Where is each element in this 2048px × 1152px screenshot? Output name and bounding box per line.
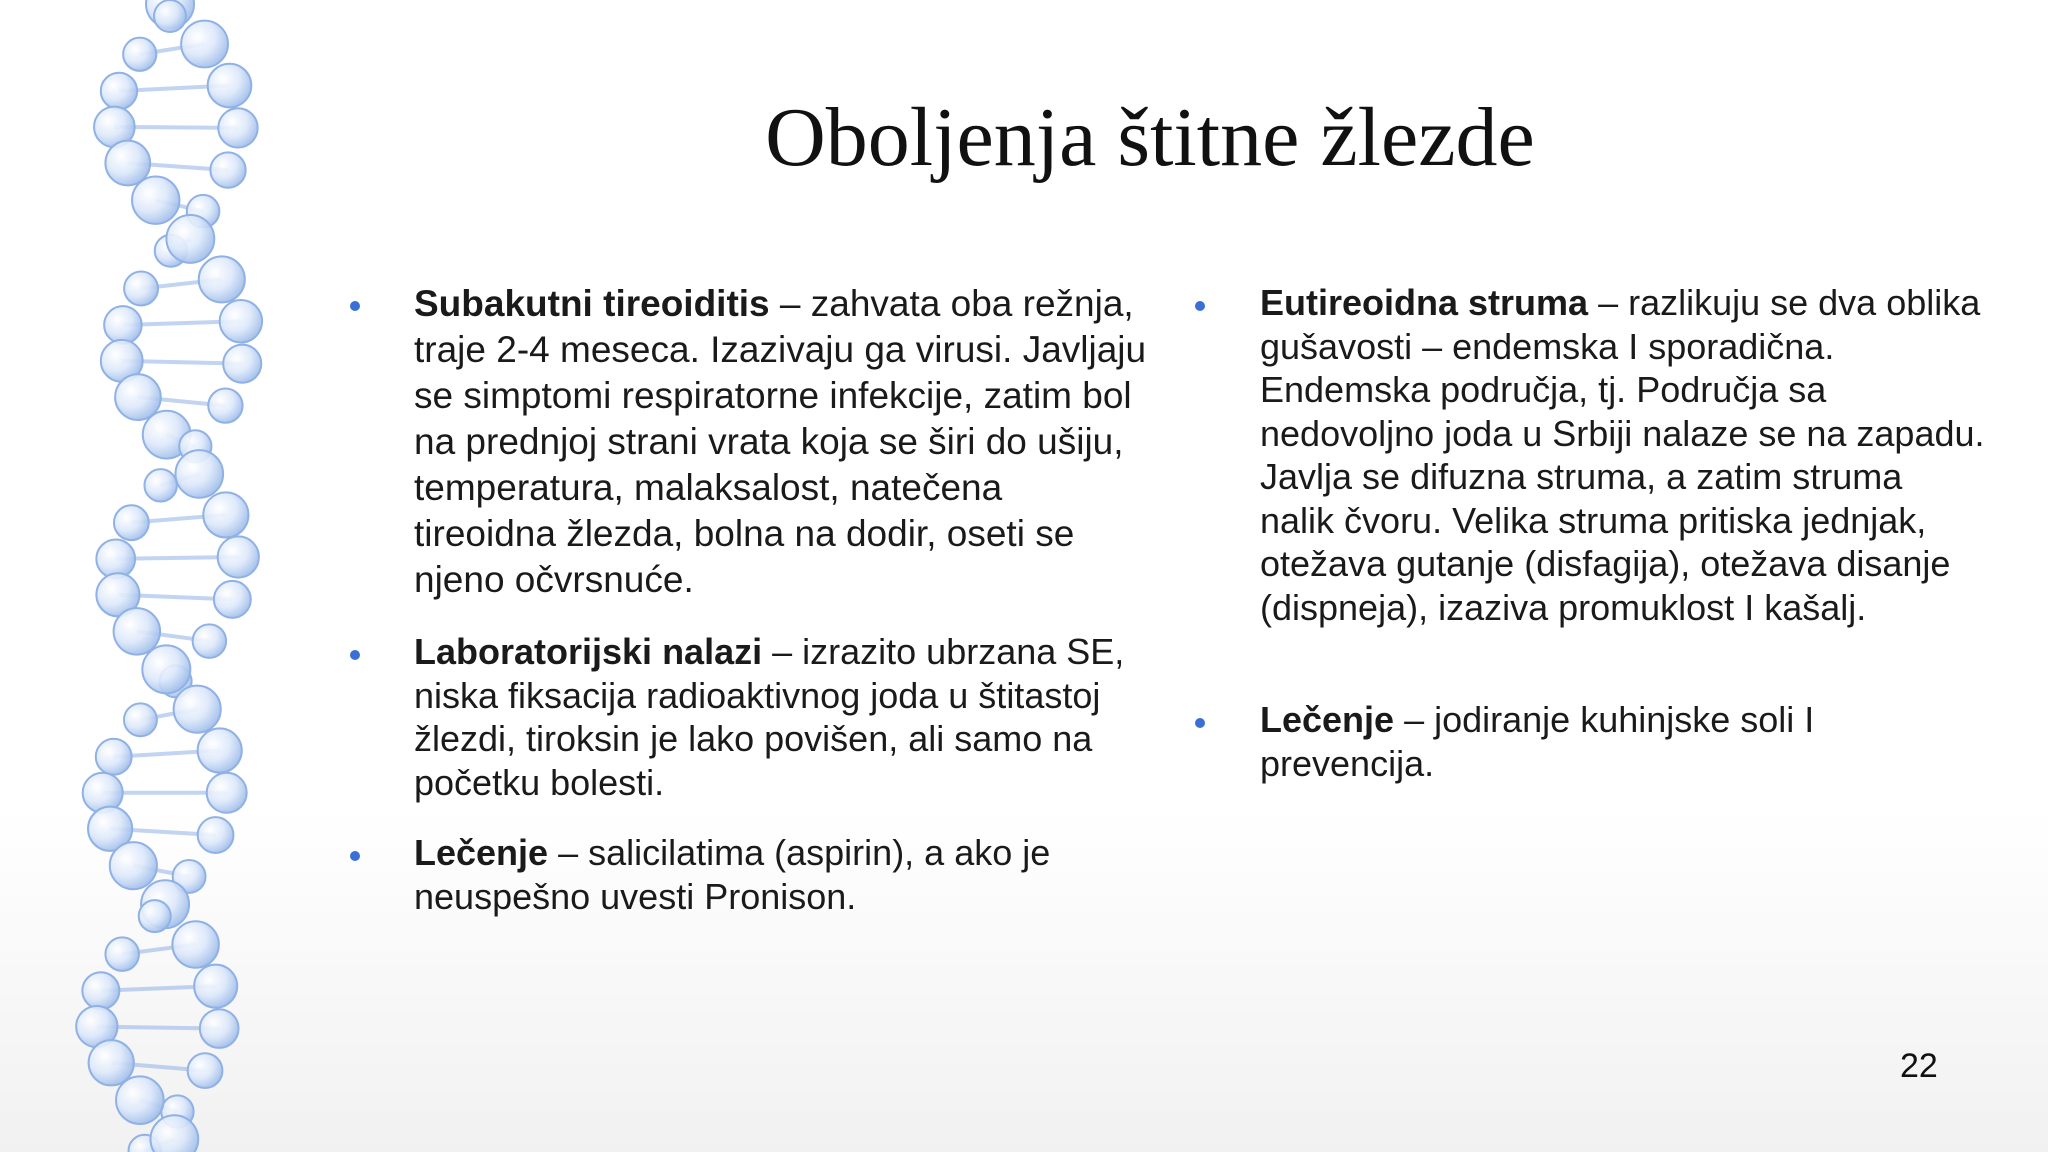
dna-sphere bbox=[139, 900, 171, 932]
bullet-body: – zahvata oba režnja, traje 2-4 meseca. Izazivaju ga virusi. Javljaju se simptomi respiratorne infekcije, zatim bol na prednjoj strani vrata koja se širi do ušiju, temperatura, malaksalost, natečena tireoidna žlezda, bolna na dodir, oseti se njeno očvrsnuće. bbox=[414, 283, 1147, 600]
bullet-laboratorijski-nalazi bbox=[350, 630, 1150, 804]
dna-sphere bbox=[172, 921, 218, 967]
dna-sphere bbox=[210, 152, 245, 187]
bullet-term: Lečenje bbox=[414, 832, 549, 873]
dna-sphere bbox=[174, 686, 221, 733]
bullet-body: – salicilatima (aspirin), a ako je neuspešno uvesti Pronison. bbox=[414, 832, 1051, 917]
dna-sphere bbox=[144, 469, 176, 501]
dna-sphere bbox=[154, 0, 186, 32]
bullet-text bbox=[414, 281, 1150, 603]
dna-sphere bbox=[110, 842, 157, 889]
bullet-dot-icon bbox=[1195, 301, 1205, 311]
bullet-term: Subakutni tireoiditis bbox=[414, 283, 770, 324]
dna-sphere bbox=[166, 215, 214, 263]
dna-sphere bbox=[208, 64, 252, 108]
bullet-subakutni-tireoiditis bbox=[350, 281, 1150, 603]
dna-sphere bbox=[123, 38, 156, 71]
dna-sphere bbox=[89, 1040, 134, 1085]
bullet-term: Laboratorijski nalazi bbox=[414, 631, 763, 672]
dna-sphere bbox=[188, 1053, 223, 1088]
slide-title: Oboljenja štitne žlezde bbox=[765, 91, 1535, 184]
dna-sphere bbox=[218, 536, 259, 577]
bullet-text bbox=[1260, 698, 1985, 785]
bullet-text bbox=[414, 831, 1150, 918]
dna-sphere bbox=[203, 492, 248, 537]
dna-sphere bbox=[200, 1009, 239, 1048]
dna-sphere bbox=[142, 645, 190, 693]
dna-sphere bbox=[104, 306, 142, 344]
dna-sphere bbox=[115, 374, 161, 420]
dna-sphere bbox=[114, 505, 149, 540]
bullet-text bbox=[414, 630, 1150, 804]
dna-sphere bbox=[194, 965, 237, 1008]
bullet-dot-icon bbox=[350, 650, 360, 660]
dna-sphere bbox=[96, 739, 132, 775]
dna-sphere bbox=[214, 581, 251, 618]
dna-sphere bbox=[101, 73, 137, 109]
bullet-term: Lečenje bbox=[1260, 699, 1395, 740]
bullet-text bbox=[1260, 281, 1985, 629]
dna-sphere bbox=[82, 972, 119, 1009]
dna-sphere bbox=[124, 703, 157, 736]
dna-sphere bbox=[193, 624, 227, 658]
dna-sphere bbox=[198, 728, 242, 772]
dna-sphere bbox=[175, 450, 223, 498]
dna-sphere bbox=[218, 108, 257, 147]
page-number: 22 bbox=[1900, 1047, 1938, 1085]
bullet-body: – jodiranje kuhinjske soli I prevencija. bbox=[1260, 699, 1815, 784]
dna-sphere bbox=[220, 300, 262, 342]
dna-sphere bbox=[116, 1076, 164, 1124]
dna-sphere bbox=[105, 141, 150, 186]
bullet-body: – izrazito ubrzana SE, niska fiksacija radioaktivnog joda u štitastoj žlezdi, tiroksin je lako povišen, ali samo na početku bolesti. bbox=[414, 631, 1125, 803]
dna-sphere bbox=[198, 817, 234, 853]
bullet-dot-icon bbox=[1195, 718, 1205, 728]
dna-helix-image bbox=[0, 0, 330, 1152]
dna-sphere bbox=[132, 176, 179, 223]
dna-sphere bbox=[150, 1115, 198, 1152]
dna-sphere bbox=[223, 345, 261, 383]
dna-sphere bbox=[199, 256, 245, 302]
bullet-body: – razlikuju se dva oblika gušavosti – endemska I sporadična. Endemska područja, tj. Područja sa nedovoljno joda u Srbiji nalaze se na zapadu. Javlja se difuzna struma, a zatim struma nalik čvoru. Velika struma pritiska jednjak, otežava gutanje (disfagija), otežava disanje (dispneja), izaziva promuklost I kašalj. bbox=[1260, 282, 1985, 628]
bullet-eutireoidna-struma bbox=[1195, 281, 1985, 629]
dna-sphere bbox=[124, 272, 158, 306]
dna-sphere bbox=[114, 608, 160, 654]
bullet-lecenje-right bbox=[1195, 698, 1985, 785]
dna-sphere bbox=[181, 21, 228, 68]
bullet-lecenje-left bbox=[350, 831, 1150, 918]
dna-sphere bbox=[208, 388, 242, 422]
dna-sphere bbox=[105, 937, 139, 971]
bullet-dot-icon bbox=[350, 301, 360, 311]
bullet-term: Eutireoidna struma bbox=[1260, 282, 1589, 323]
bullet-dot-icon bbox=[350, 851, 360, 861]
dna-sphere bbox=[207, 773, 247, 813]
